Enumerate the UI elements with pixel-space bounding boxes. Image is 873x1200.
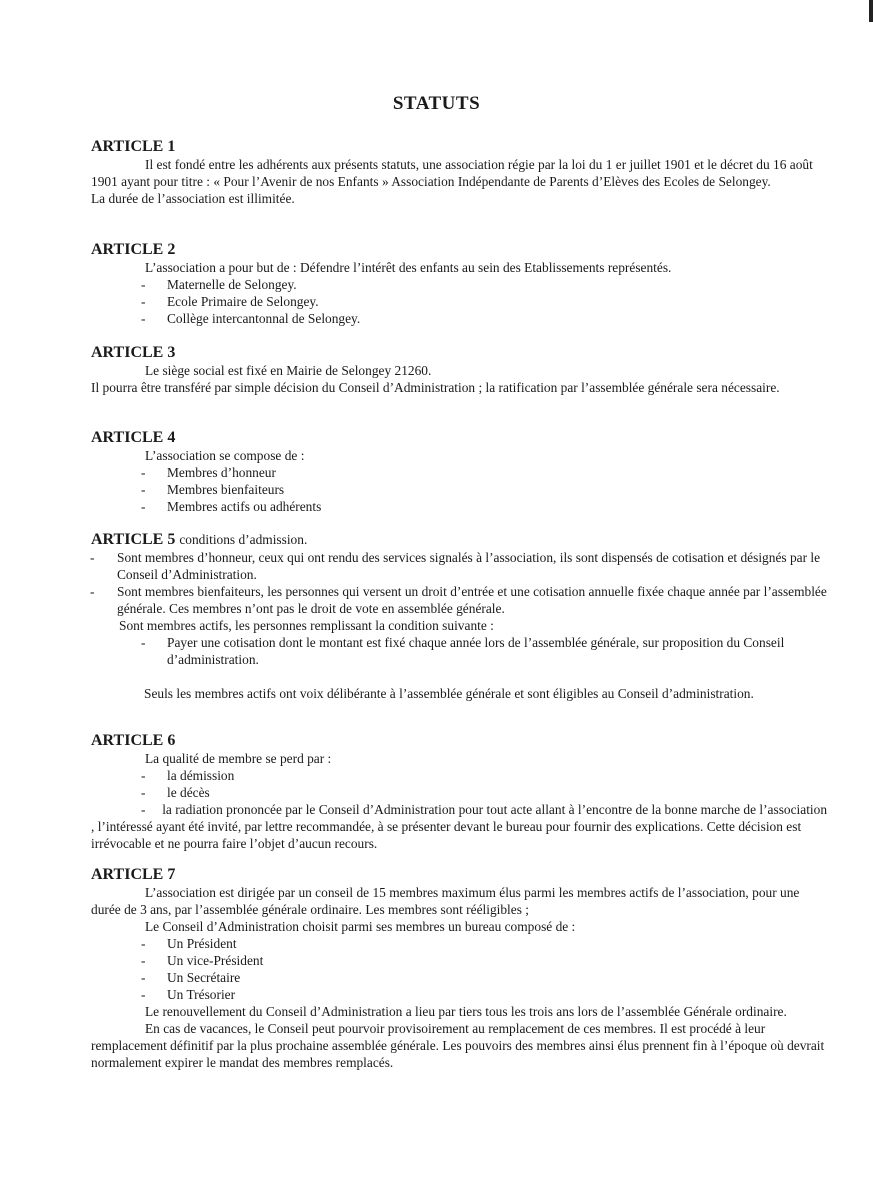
article-5-paragraph-3: Sont membres actifs, les personnes remplissant la condition suivante : [119,618,494,633]
article-2 [91,240,831,327]
article-2-paragraph-1: L’association a pour but de : Défendre l’intérêt des enfants au sein des Etablissements représentés. [145,260,672,275]
bullet-dash: - [141,277,146,292]
bullet-dash: - [141,465,146,480]
bullet-dash: - [141,482,146,497]
bullet-dash: - [141,936,146,951]
article-4 [91,428,831,515]
list-item: - Collège intercantonnal de Selongey. [141,311,361,326]
article-5-subheading: conditions d’admission. [179,532,308,547]
bullet-dash: - [141,802,163,817]
article-7-paragraph-2: Le Conseil d’Administration choisit parmi ses membres un bureau composé de : [145,919,576,934]
article-5-bullet-2: - Sont membres bienfaiteurs, les personnes qui versent un droit d’entrée et une cotisation annuelle fixée chaque année par l’assemblée générale. Ces membres n’ont pas le droit de vote en assemblée générale. [90,584,827,616]
bullet-dash: - [141,970,146,985]
list-item: - la démission [141,768,235,783]
article-5-heading: ARTICLE 5 conditions d’admission. [91,531,308,548]
bullet-dash: - [141,499,146,514]
article-1 [91,137,831,207]
list-item: - Un vice-Président [141,953,264,968]
list-item: - Membres d’honneur [141,465,276,480]
bullet-dash: - [141,768,146,783]
page-title: STATUTS [392,93,481,114]
scan-edge-mark [869,0,873,22]
article-5-paragraph-4: Seuls les membres actifs ont voix délibérante à l’assemblée générale et sont éligibles au Conseil d’administration. [144,686,754,701]
list-item: - le décès [141,785,210,800]
article-3-paragraph-1: Le siège social est fixé en Mairie de Selongey 21260. [145,363,432,378]
article-1-heading: ARTICLE 1 [91,138,176,155]
article-3 [91,343,831,396]
list-item: - Un Secrétaire [141,970,241,985]
bullet-dash: - [141,953,146,968]
article-3-paragraph-2: Il pourra être transféré par simple décision du Conseil d’Administration ; la ratification par l’assemblée générale sera nécessaire. [91,380,780,395]
bullet-dash: - [141,635,146,650]
article-7-heading: ARTICLE 7 [91,866,176,883]
bullet-dash: - [90,550,95,565]
article-5-sub-item: - Payer une cotisation dont le montant est fixé chaque année lors de l’assemblée générale, sur proposition du Conseil d’administration. [141,635,785,667]
article-7-paragraph-1: L’association est dirigée par un conseil de 15 membres maximum élus parmi les membres actifs de l’association, pour une durée de 3 ans, par l’assemblée générale ordinaire. Les membres sont rééligibles ; [91,885,800,917]
bullet-dash: - [141,785,146,800]
article-7-paragraph-4: En cas de vacances, le Conseil peut pourvoir provisoirement au remplacement de ces membres. Il est procédé à leur remplacement définitif par la plus prochaine assemblée générale. Les pouvoirs des membres ainsi élus prennent fin à l’époque où devrait normalement expirer le mandat des membres remplacés. [91,1021,825,1070]
article-6 [91,731,831,852]
article-4-paragraph-1: L’association se compose de : [145,448,305,463]
list-item: - Maternelle de Selongey. [141,277,297,292]
article-1-paragraph-1: Il est fondé entre les adhérents aux présents statuts, une association régie par la loi du 1 er juillet 1901 et le décret du 16 août 1901 ayant pour titre : « Pour l’Avenir de nos Enfants » Association Indépendante de Parents d’Elèves des Ecoles de Selongey. [91,157,813,189]
list-item: - Un Président [141,936,237,951]
article-7 [91,865,831,1071]
article-2-heading: ARTICLE 2 [91,241,176,258]
bullet-dash: - [141,294,146,309]
article-5 [91,530,831,702]
article-6-last-item: - la radiation prononcée par le Conseil d’Administration pour tout acte allant à l’encontre de la bonne marche de l’association , l’intéressé ayant été invité, par lettre recommandée, à se présenter devant le bureau pour fournir des explications. Cette décision est irrévocable et ne pourra faire l’objet d’aucun recours. [91,802,828,851]
list-item: - Membres actifs ou adhérents [141,499,322,514]
list-item: - Ecole Primaire de Selongey. [141,294,319,309]
article-7-paragraph-3: Le renouvellement du Conseil d’Administration a lieu par tiers tous les trois ans lors de l’assemblée Générale ordinaire. [145,1004,787,1019]
list-item: - Un Trésorier [141,987,236,1002]
article-4-heading: ARTICLE 4 [91,429,176,446]
article-1-paragraph-2: La durée de l’association est illimitée. [91,191,295,206]
article-3-heading: ARTICLE 3 [91,344,176,361]
bullet-dash: - [90,584,95,599]
article-6-heading: ARTICLE 6 [91,732,176,749]
article-5-bullet-1: - Sont membres d’honneur, ceux qui ont rendu des services signalés à l’association, ils sont dispensés de cotisation et désignés par le Conseil d’Administration. [90,550,821,582]
article-6-paragraph-1: La qualité de membre se perd par : [145,751,332,766]
list-item: - Membres bienfaiteurs [141,482,285,497]
bullet-dash: - [141,311,146,326]
bullet-dash: - [141,987,146,1002]
